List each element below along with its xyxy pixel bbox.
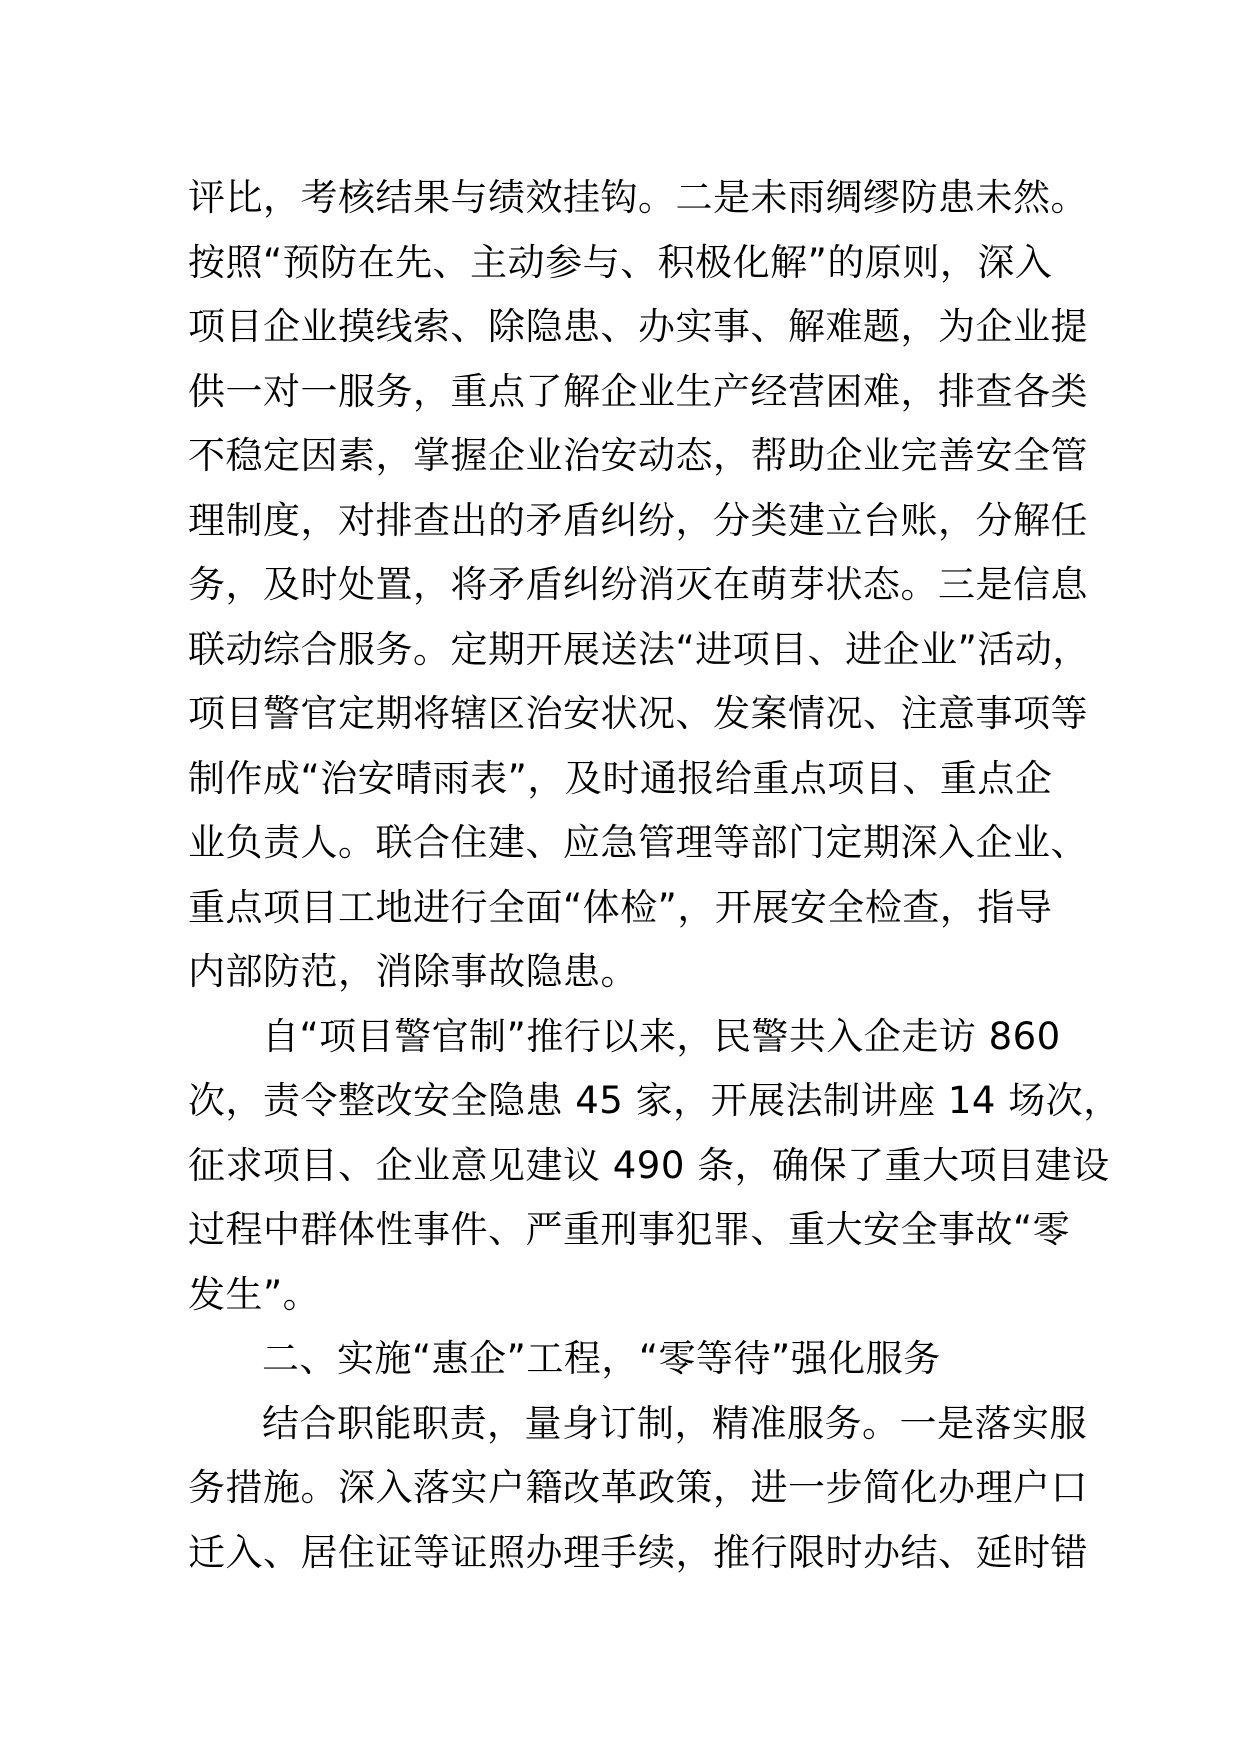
- text-line: 不稳定因素，掌握企业治安动态，帮助企业完善安全管: [188, 434, 1088, 477]
- text-line: 次，责令整改安全隐患 45 家，开展法制讲座 14 场次，: [188, 1079, 1121, 1122]
- text-line: 评比，考核结果与绩效挂钩。二是未雨绸缪防患未然。: [188, 176, 1088, 219]
- text-line: 制作成“治安晴雨表”，及时通报给重点项目、重点企: [188, 756, 1053, 800]
- text-line: 按照“预防在先、主动参与、积极化解”的原则，深入: [188, 240, 1053, 284]
- text-line: 内部防范，消除事故隐患。: [188, 950, 638, 993]
- text-line: 征求项目、企业意见建议 490 条，确保了重大项目建设: [188, 1143, 1110, 1187]
- text-line: 务，及时处置，将矛盾纠纷消灭在萌芽状态。三是信息: [188, 563, 1088, 606]
- text-line: 迁入、居住证等证照办理手续，推行限时办结、延时错: [188, 1530, 1088, 1574]
- text-line: 发生”。: [188, 1272, 321, 1316]
- text-line: 项目企业摸线索、除隐患、办实事、解难题，为企业提: [188, 305, 1088, 348]
- paragraph-first-line: 结合职能职责，量身订制，精准服务。一是落实服: [262, 1401, 1087, 1445]
- text-line: 项目警官定期将辖区治安状况、发案情况、注意事项等: [188, 692, 1088, 735]
- text-line: 过程中群体性事件、严重刑事犯罪、重大安全事故“零: [188, 1208, 1071, 1251]
- text-line: 联动综合服务。定期开展送法“进项目、进企业”活动，: [188, 627, 1090, 671]
- text-line: 供一对一服务，重点了解企业生产经营困难，排查各类: [188, 369, 1088, 413]
- body-text: [188, 166, 1121, 1585]
- text-line: 务措施。深入落实户籍改革政策，进一步简化办理户口: [188, 1466, 1088, 1509]
- text-line: 业负责人。联合住建、应急管理等部门定期深入企业、: [188, 821, 1088, 864]
- text-line: 理制度，对排查出的矛盾纠纷，分类建立台账，分解任: [188, 498, 1088, 542]
- paragraph-first-line: 自“项目警官制”推行以来，民警共入企走访 860: [262, 1014, 1061, 1058]
- section-heading: 二、实施“惠企”工程，“零等待”强化服务: [262, 1337, 941, 1380]
- text-line: 重点项目工地进行全面“体检”，开展安全检查，指导: [188, 885, 1053, 929]
